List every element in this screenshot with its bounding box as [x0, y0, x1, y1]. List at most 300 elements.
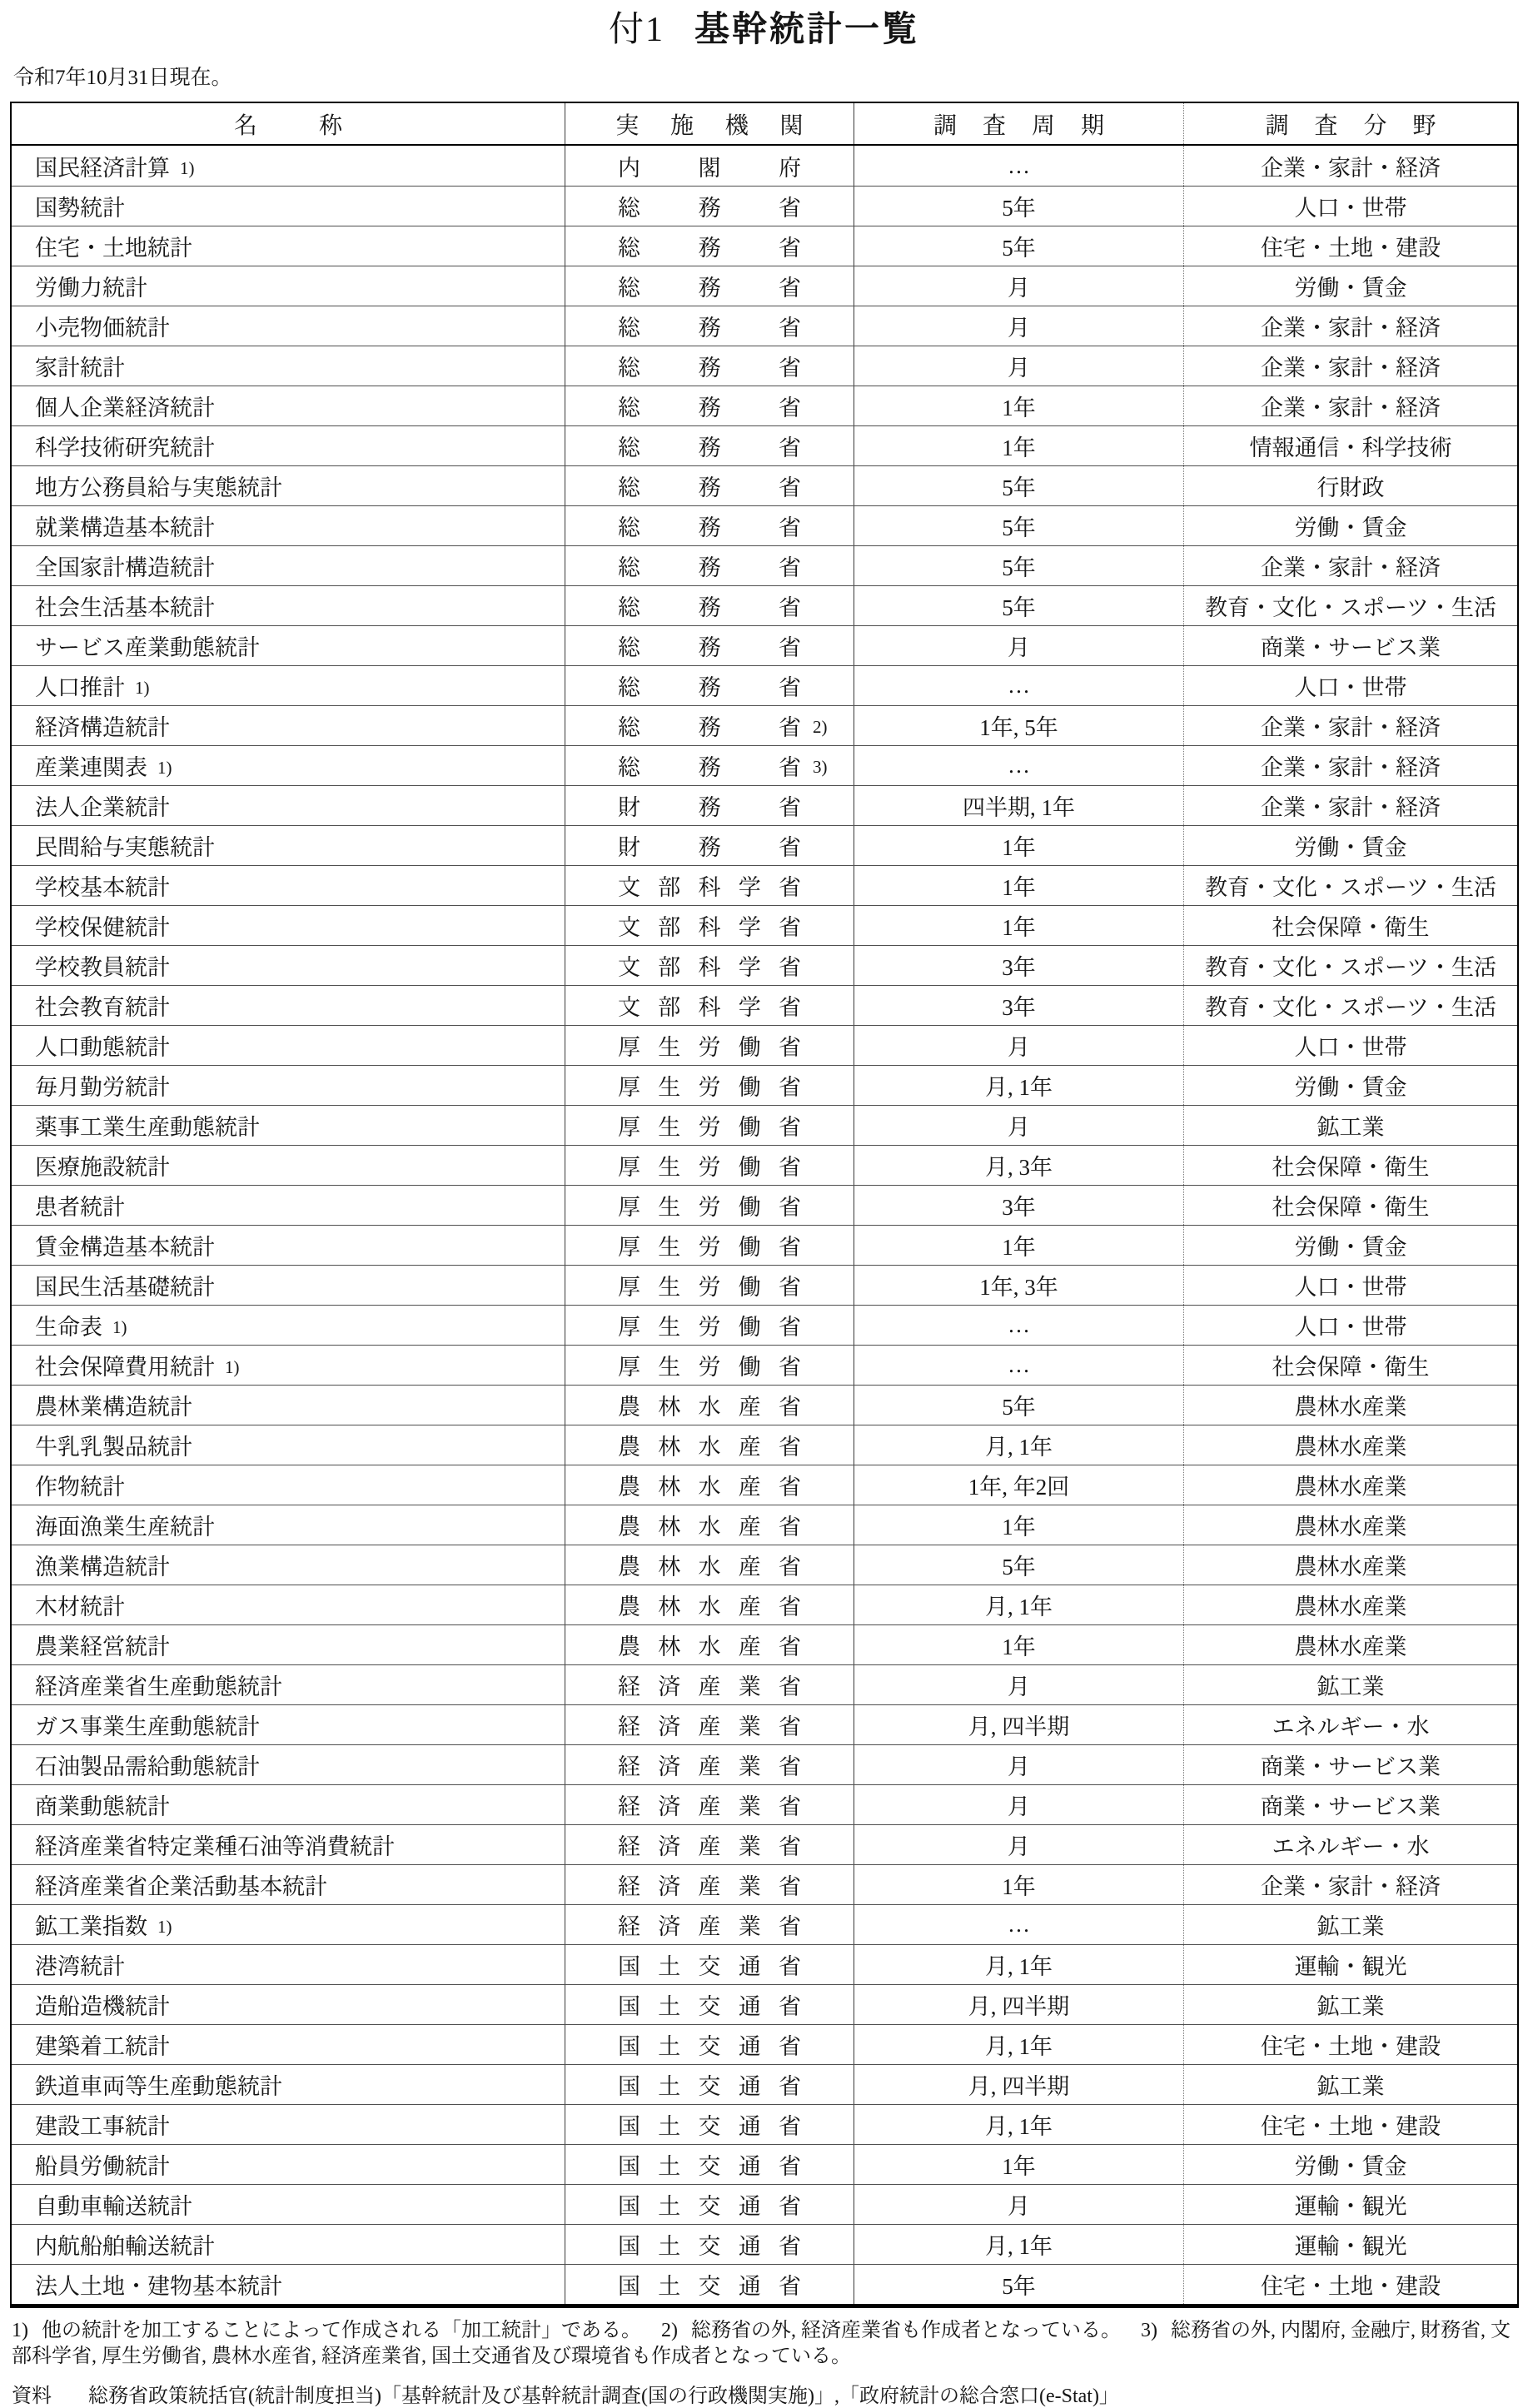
statistic-name: 建設工事統計	[35, 2114, 170, 2140]
period-cell: 1年, 5年	[854, 706, 1183, 745]
field-cell: 企業・家計・経済	[1183, 386, 1517, 425]
agency-name	[618, 430, 801, 462]
agency-cell	[565, 546, 854, 585]
agency-name	[618, 1868, 801, 1901]
period-cell: 5年	[854, 1386, 1183, 1425]
name-cell	[12, 626, 565, 665]
agency-cell	[565, 506, 854, 545]
statistic-name: 賃金構造基本統計	[35, 1235, 215, 1261]
agency-name	[618, 1109, 801, 1142]
period-cell: 月, 1年	[854, 1066, 1183, 1105]
agency-name	[618, 629, 801, 662]
period-cell: …	[854, 666, 1183, 705]
period-cell: 月, 1年	[854, 2225, 1183, 2264]
name-cell	[12, 826, 565, 865]
statistic-name: 経済産業省特定業種石油等消費統計	[35, 1834, 395, 1860]
period-cell: 月	[854, 1665, 1183, 1704]
statistic-name: 人口動態統計	[35, 1035, 170, 1061]
field-cell: 企業・家計・経済	[1183, 546, 1517, 585]
field-cell: 人口・世帯	[1183, 666, 1517, 705]
table-row	[12, 386, 1517, 425]
table-body	[12, 146, 1517, 2304]
statistic-name: 漁業構造統計	[35, 1555, 170, 1580]
agency-name	[618, 510, 801, 542]
field-cell: 教育・文化・スポーツ・生活	[1183, 866, 1517, 905]
field-cell: 人口・世帯	[1183, 1026, 1517, 1065]
table-row	[12, 2144, 1517, 2184]
agency-name	[618, 1389, 801, 1421]
field-cell: 農林水産業	[1183, 1386, 1517, 1425]
statistic-name: サービス産業動態統計	[35, 635, 260, 661]
period-cell: 月, 1年	[854, 2105, 1183, 2144]
agency-cell	[565, 2185, 854, 2224]
period-cell: …	[854, 1905, 1183, 1944]
table-row	[12, 1585, 1517, 1624]
name-footnote-ref: 1)	[112, 1317, 127, 1338]
agency-name	[618, 1988, 801, 2021]
statistic-name: 学校基本統計	[35, 875, 170, 901]
table-row	[12, 1824, 1517, 1864]
agency-name	[618, 2268, 801, 2301]
field-cell: 企業・家計・経済	[1183, 306, 1517, 346]
table-row	[12, 745, 1517, 785]
agency-cell	[565, 746, 854, 785]
name-cell	[12, 2105, 565, 2144]
source-text: 総務省政策統括官(統計制度担当)「基幹統計及び基幹統計調査(国の行政機関実施)」,「政府統計の総合窓口(e-Stat)」	[88, 2385, 1119, 2407]
table-row	[12, 1305, 1517, 1345]
statistic-name: 国勢統計	[35, 196, 125, 221]
agency-name	[618, 550, 801, 582]
justified-text: 総 務 省	[618, 435, 801, 461]
table-row	[12, 1784, 1517, 1824]
statistic-name: 学校保健統計	[35, 915, 170, 941]
footnote-marker: 3)	[1141, 2320, 1157, 2342]
table-row	[12, 985, 1517, 1025]
field-cell: 人口・世帯	[1183, 1306, 1517, 1345]
name-cell	[12, 1346, 565, 1385]
footnote-marker: 2)	[661, 2320, 678, 2342]
agency-name	[618, 989, 801, 1022]
column-header	[12, 103, 565, 144]
agency-name	[618, 1469, 801, 1501]
field-cell: 商業・サービス業	[1183, 1745, 1517, 1784]
period-cell: 月	[854, 266, 1183, 306]
agency-cell	[565, 1106, 854, 1145]
table-row	[12, 1425, 1517, 1465]
agency-cell	[565, 1745, 854, 1784]
agency-cell	[565, 2145, 854, 2184]
agency-cell	[565, 1306, 854, 1345]
justified-text: 経 済 産 業 省	[618, 1914, 801, 1940]
period-cell: 月, 1年	[854, 2025, 1183, 2064]
agency-name	[618, 1669, 801, 1701]
agency-cell	[565, 2065, 854, 2104]
agency-name	[618, 1069, 801, 1102]
period-cell: 3年	[854, 946, 1183, 985]
period-cell: 1年	[854, 1625, 1183, 1664]
table-row	[12, 2224, 1517, 2264]
field-cell: 運輸・観光	[1183, 2185, 1517, 2224]
table-row	[12, 2264, 1517, 2304]
agency-cell	[565, 1386, 854, 1425]
justified-text: 実 施 機 関	[615, 112, 804, 139]
justified-text: 厚 生 労 働 省	[618, 1275, 801, 1301]
justified-text: 国 土 交 通 省	[618, 2034, 801, 2060]
justified-text: 総 務 省	[618, 316, 801, 341]
justified-text: 総 務 省	[618, 356, 801, 381]
statistic-name: 地方公務員給与実態統計	[35, 475, 282, 501]
justified-text: 財 務 省	[618, 795, 801, 821]
period-cell: 1年	[854, 906, 1183, 945]
footnote-text: 総務省の外, 内閣府, 金融庁, 財務省, 文部科学省, 厚生労働省, 農林水産省, 経済産業省, 国土交通省及び環境省も作成者となっている。	[12, 2320, 1511, 2368]
period-cell: 月	[854, 626, 1183, 665]
period-cell: 月	[854, 1825, 1183, 1864]
agency-cell	[565, 187, 854, 226]
agency-name	[618, 230, 801, 262]
field-cell: 農林水産業	[1183, 1425, 1517, 1465]
justified-text: 総 務 省	[618, 396, 801, 421]
period-cell: …	[854, 1306, 1183, 1345]
agency-cell	[565, 1945, 854, 1984]
name-cell	[12, 586, 565, 625]
period-cell: 1年	[854, 1865, 1183, 1904]
agency-cell	[565, 2265, 854, 2304]
justified-text: 厚 生 労 働 省	[618, 1315, 801, 1341]
agency-name	[618, 749, 828, 782]
field-cell: 労働・賃金	[1183, 2145, 1517, 2184]
statistic-name: 国民経済計算	[35, 155, 170, 181]
period-cell: 月, 3年	[854, 1146, 1183, 1185]
justified-text: 文 部 科 学 省	[618, 875, 801, 901]
period-cell: 月	[854, 346, 1183, 386]
statistic-name: 生命表	[35, 1315, 102, 1341]
field-cell: 情報通信・科学技術	[1183, 426, 1517, 465]
agency-name	[618, 350, 801, 382]
period-cell: 月, 四半期	[854, 1985, 1183, 2024]
field-cell: 商業・サービス業	[1183, 626, 1517, 665]
justified-text: 経 済 産 業 省	[618, 1714, 801, 1740]
field-cell: 社会保障・衛生	[1183, 1346, 1517, 1385]
table-row	[12, 1345, 1517, 1385]
name-cell	[12, 906, 565, 945]
agency-name	[618, 1269, 801, 1301]
agency-cell	[565, 1425, 854, 1465]
agency-cell	[565, 1066, 854, 1105]
table-row	[12, 226, 1517, 266]
name-footnote-ref: 1)	[225, 1357, 240, 1378]
table-row	[12, 1225, 1517, 1265]
agency-name	[618, 270, 801, 302]
agency-name	[618, 1229, 801, 1261]
agency-name	[618, 1189, 801, 1221]
justified-text: 総 務 省	[618, 555, 801, 581]
name-footnote-ref: 1)	[135, 678, 150, 699]
justified-text: 経 済 産 業 省	[618, 1674, 801, 1700]
agency-cell	[565, 1266, 854, 1305]
agency-name	[618, 470, 801, 502]
statistic-name: 家計統計	[35, 356, 125, 381]
agency-cell	[565, 266, 854, 306]
table-row	[12, 1465, 1517, 1505]
agency-cell	[565, 1026, 854, 1065]
table-row	[12, 1744, 1517, 1784]
name-cell	[12, 2265, 565, 2304]
agency-cell	[565, 2105, 854, 2144]
field-cell: 住宅・土地・建設	[1183, 226, 1517, 266]
name-cell	[12, 2225, 565, 2264]
statistic-name: 個人企業経済統計	[35, 396, 215, 421]
period-cell: 5年	[854, 2265, 1183, 2304]
justified-text: 文 部 科 学 省	[618, 995, 801, 1021]
period-cell: 1年	[854, 1505, 1183, 1545]
agency-cell	[565, 1905, 854, 1944]
agency-cell	[565, 826, 854, 865]
justified-text: 総 務 省	[618, 276, 801, 301]
agency-name	[618, 1828, 801, 1861]
period-cell: 5年	[854, 546, 1183, 585]
page-title-prefix: 付1	[608, 11, 664, 49]
agency-name	[618, 789, 801, 822]
footnotes	[12, 2318, 1517, 2370]
agency-cell	[565, 626, 854, 665]
agency-name	[618, 2068, 801, 2101]
statistic-name: 産業連関表	[35, 755, 147, 781]
agency-name	[618, 1908, 801, 1941]
field-cell: 労働・賃金	[1183, 1066, 1517, 1105]
name-cell	[12, 706, 565, 745]
agency-name	[618, 909, 801, 942]
statistic-name: 国民生活基礎統計	[35, 1275, 215, 1301]
table-row	[12, 2024, 1517, 2064]
agency-cell	[565, 666, 854, 705]
statistic-name: 小売物価統計	[35, 316, 170, 341]
field-cell: 企業・家計・経済	[1183, 1865, 1517, 1904]
period-cell: 月	[854, 1745, 1183, 1784]
table-row	[12, 1265, 1517, 1305]
field-cell: 運輸・観光	[1183, 2225, 1517, 2264]
justified-text: 総 務 省	[618, 236, 801, 261]
justified-text: 厚 生 労 働 省	[618, 1035, 801, 1061]
name-cell	[12, 506, 565, 545]
statistic-name: 鉄道車両等生産動態統計	[35, 2074, 282, 2100]
field-cell: 住宅・土地・建設	[1183, 2105, 1517, 2144]
agency-name	[618, 1709, 801, 1741]
period-cell: 5年	[854, 586, 1183, 625]
agency-name	[618, 2148, 801, 2181]
field-cell: エネルギー・水	[1183, 1705, 1517, 1744]
name-cell	[12, 1386, 565, 1425]
field-cell: 農林水産業	[1183, 1505, 1517, 1545]
statistic-name: 船員労働統計	[35, 2154, 170, 2180]
name-cell	[12, 1705, 565, 1744]
table-row	[12, 186, 1517, 226]
justified-text: 農 林 水 産 省	[618, 1634, 801, 1660]
statistic-name: 民間給与実態統計	[35, 835, 215, 861]
name-cell	[12, 986, 565, 1025]
name-cell	[12, 946, 565, 985]
justified-text: 文 部 科 学 省	[618, 955, 801, 981]
agency-cell	[565, 426, 854, 465]
justified-text: 経 済 産 業 省	[618, 1874, 801, 1900]
statistic-name: 就業構造基本統計	[35, 515, 215, 541]
name-cell	[12, 1226, 565, 1265]
field-cell: 行財政	[1183, 466, 1517, 505]
justified-text: 総 務 省	[618, 595, 801, 621]
agency-cell	[565, 1585, 854, 1624]
period-cell: 1年, 年2回	[854, 1465, 1183, 1505]
name-cell	[12, 1505, 565, 1545]
agency-cell	[565, 226, 854, 266]
agency-cell	[565, 2025, 854, 2064]
agency-footnote-ref: 3)	[813, 756, 828, 777]
period-cell: 月	[854, 1106, 1183, 1145]
field-cell: 教育・文化・スポーツ・生活	[1183, 986, 1517, 1025]
name-cell	[12, 1985, 565, 2024]
name-cell	[12, 466, 565, 505]
page-title	[0, 10, 1528, 49]
agency-cell	[565, 1985, 854, 2024]
agency-cell	[565, 1186, 854, 1225]
name-cell	[12, 1945, 565, 1984]
agency-cell	[565, 146, 854, 186]
table-row	[12, 465, 1517, 505]
table-row	[12, 785, 1517, 825]
agency-cell	[565, 1346, 854, 1385]
table-row	[12, 1864, 1517, 1904]
field-cell: 企業・家計・経済	[1183, 346, 1517, 386]
agency-name	[618, 2028, 801, 2061]
name-cell	[12, 146, 565, 186]
agency-name	[618, 2228, 801, 2261]
statistic-name: 牛乳乳製品統計	[35, 1435, 192, 1460]
table-row	[12, 266, 1517, 306]
statistic-name: 商業動態統計	[35, 1794, 170, 1820]
field-cell: エネルギー・水	[1183, 1825, 1517, 1864]
justified-text: 総 務 省	[618, 196, 801, 221]
agency-cell	[565, 1505, 854, 1545]
agency-cell	[565, 1625, 854, 1664]
table-row	[12, 1065, 1517, 1105]
name-cell	[12, 1465, 565, 1505]
period-cell: 月	[854, 306, 1183, 346]
agency-name	[618, 829, 801, 862]
field-cell: 住宅・土地・建設	[1183, 2265, 1517, 2304]
name-cell	[12, 746, 565, 785]
justified-text: 調 査 分 野	[1265, 112, 1436, 139]
agency-name	[618, 1948, 801, 1981]
footnote-text: 総務省の外, 経済産業省も作成者となっている。	[691, 2320, 1121, 2342]
table-row	[12, 146, 1517, 186]
agency-name	[618, 1149, 801, 1182]
statistic-name: 経済産業省企業活動基本統計	[35, 1874, 327, 1900]
justified-text: 文 部 科 学 省	[618, 915, 801, 941]
name-cell	[12, 1585, 565, 1624]
name-cell	[12, 786, 565, 825]
justified-text: 厚 生 労 働 省	[618, 1155, 801, 1181]
justified-text: 総 務 省	[618, 635, 801, 661]
agency-name	[618, 1789, 801, 1821]
justified-text: 国 土 交 通 省	[618, 1954, 801, 1980]
statistic-name: 建築着工統計	[35, 2034, 170, 2060]
justified-text: 農 林 水 産 省	[618, 1435, 801, 1460]
agency-cell	[565, 466, 854, 505]
agency-cell	[565, 386, 854, 425]
statistic-name: 経済産業省生産動態統計	[35, 1674, 282, 1700]
agency-cell	[565, 346, 854, 386]
table-row	[12, 1704, 1517, 1744]
statistic-name: 薬事工業生産動態統計	[35, 1115, 260, 1141]
name-cell	[12, 546, 565, 585]
table-row	[12, 1944, 1517, 1984]
justified-text: 国 土 交 通 省	[618, 1994, 801, 2020]
agency-footnote-ref: 2)	[813, 716, 828, 737]
statistic-name: 学校教員統計	[35, 955, 170, 981]
statistic-name: 患者統計	[35, 1195, 125, 1221]
justified-text: 国 土 交 通 省	[618, 2274, 801, 2300]
agency-cell	[565, 786, 854, 825]
agency-cell	[565, 306, 854, 346]
justified-text: 国 土 交 通 省	[618, 2114, 801, 2140]
period-cell: 月	[854, 1026, 1183, 1065]
justified-text: 農 林 水 産 省	[618, 1475, 801, 1500]
statistic-name: 作物統計	[35, 1475, 125, 1500]
justified-text: 財 務 省	[618, 835, 801, 861]
statistic-name: 農業経営統計	[35, 1634, 170, 1660]
justified-text: 経 済 産 業 省	[618, 1834, 801, 1860]
table-row	[12, 1984, 1517, 2024]
statistic-name: 石油製品需給動態統計	[35, 1754, 260, 1780]
name-cell	[12, 1066, 565, 1105]
name-cell	[12, 1106, 565, 1145]
field-cell: 農林水産業	[1183, 1465, 1517, 1505]
agency-name	[618, 1749, 801, 1781]
field-cell: 企業・家計・経済	[1183, 706, 1517, 745]
name-cell	[12, 1186, 565, 1225]
table-row	[12, 346, 1517, 386]
field-cell: 社会保障・衛生	[1183, 906, 1517, 945]
agency-cell	[565, 1665, 854, 1704]
period-cell: 5年	[854, 506, 1183, 545]
period-cell: …	[854, 146, 1183, 186]
justified-text: 農 林 水 産 省	[618, 1515, 801, 1540]
period-cell: 月, 1年	[854, 1585, 1183, 1624]
justified-text: 厚 生 労 働 省	[618, 1075, 801, 1101]
footnote-text: 他の統計を加工することによって作成される「加工統計」である。	[42, 2320, 641, 2342]
field-cell: 農林水産業	[1183, 1585, 1517, 1624]
name-cell	[12, 1785, 565, 1824]
justified-text: 経 済 産 業 省	[618, 1754, 801, 1780]
agency-name	[618, 1309, 801, 1341]
justified-text: 厚 生 労 働 省	[618, 1235, 801, 1261]
name-cell	[12, 2065, 565, 2104]
table-row	[12, 1385, 1517, 1425]
statistic-name: 全国家計構造統計	[35, 555, 215, 581]
justified-text: 総 務 省	[618, 475, 801, 501]
statistic-name: 毎月勤労統計	[35, 1075, 170, 1101]
period-cell: …	[854, 746, 1183, 785]
statistic-name: 住宅・土地統計	[35, 236, 192, 261]
name-cell	[12, 1266, 565, 1305]
name-cell	[12, 386, 565, 425]
agency-name	[618, 1029, 801, 1062]
statistic-name: 医療施設統計	[35, 1155, 170, 1181]
period-cell: 1年	[854, 1226, 1183, 1265]
table-row	[12, 705, 1517, 745]
period-cell: 月	[854, 1785, 1183, 1824]
table-row	[12, 625, 1517, 665]
statistic-name: 鉱工業指数	[35, 1914, 147, 1940]
period-cell: 5年	[854, 187, 1183, 226]
